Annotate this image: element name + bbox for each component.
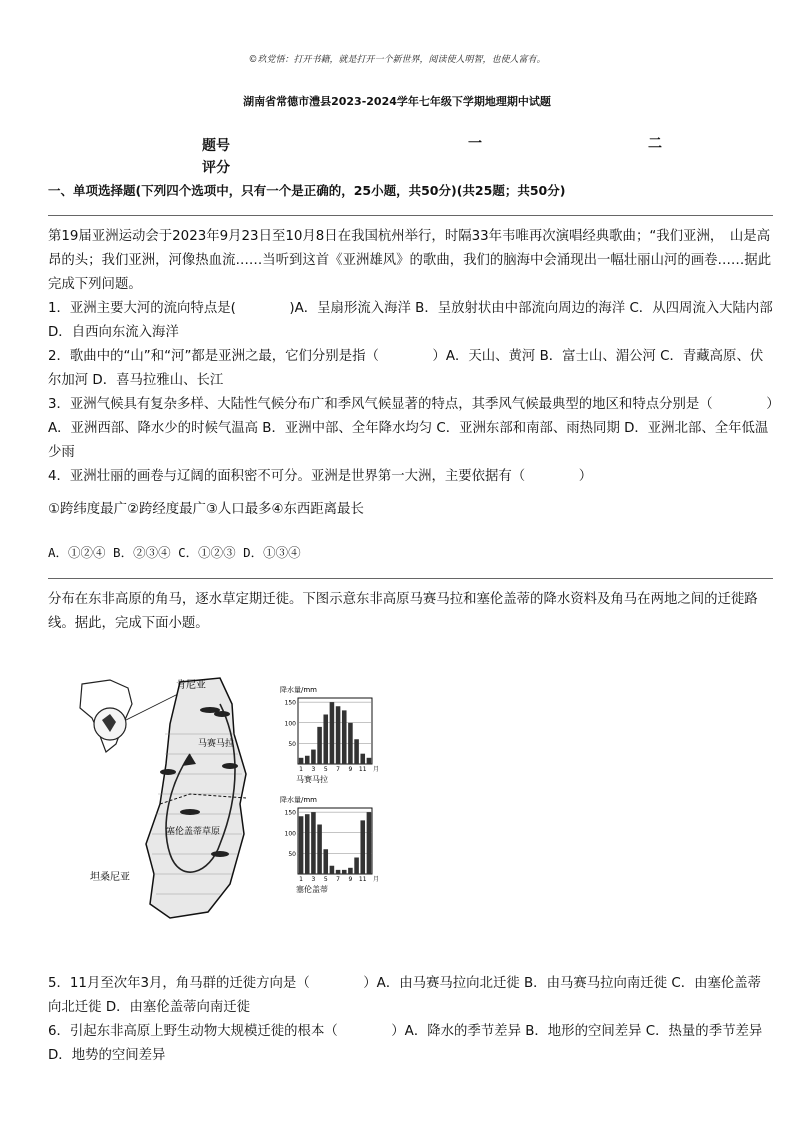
rainfall-bar (305, 756, 310, 764)
question-group-2 (48, 972, 773, 1068)
y-tick-label: 150 (284, 699, 296, 707)
rainfall-bar (367, 758, 372, 764)
map-label-serengeti: 塞伦盖蒂草原 (166, 827, 221, 837)
question-4-items: ①跨纬度最广②跨经度最广③人口最多④东西距离最长 (48, 502, 364, 517)
page-motto: ©玖党悟：打开书籍，就是打开一个新世界，阅读使人明智，也使人富有。 (248, 55, 546, 65)
x-tick-label: 1 (299, 766, 303, 773)
chart-caption: 塞伦盖蒂 (296, 885, 328, 894)
rainfall-bar (323, 715, 328, 765)
rainfall-bar (348, 723, 353, 764)
x-tick-label: 11 (358, 766, 367, 773)
y-tick-label: 100 (284, 830, 296, 838)
exam-title: 湖南省常德市澧县2023-2024学年七年级下学期地理期中试题 (243, 95, 551, 108)
x-tick-label: 7 (336, 876, 340, 883)
map-label-masai-mara: 马赛马拉 (198, 739, 235, 749)
x-tick-label: 3 (311, 766, 316, 773)
divider (48, 215, 773, 216)
score-row-label-number: 题号 (202, 138, 230, 154)
x-tick-label: 3 (311, 876, 316, 883)
question-6: 6．引起东非高原上野生动物大规模迁徙的根本（ ）A．降水的季节差异 B．地形的空间差异 C．热量的季节差异 D．地势的空间差异 (48, 1024, 763, 1063)
y-tick-label: 100 (284, 720, 296, 728)
score-col-2: 二 (648, 136, 662, 152)
rainfall-bar (348, 868, 353, 874)
rainfall-bar (360, 754, 365, 764)
question-4: 4．亚洲壮丽的画卷与辽阔的面积密不可分。亚洲是世界第一大洲，主要依据有（ ） (48, 469, 593, 484)
question-3: 3．亚洲气候具有复杂多样、大陆性气候分布广和季风气候显著的特点，其季风气候最典型的地区和特点分别是（ ）A．亚洲西部、降水少的时候气温高 B．亚洲中部、全年降水均匀 C．亚洲东部和南部、雨热同期 D．亚洲北部、全年低温少雨 (48, 397, 773, 460)
east-africa-region (146, 678, 246, 918)
y-tick-label: 50 (288, 740, 296, 748)
x-tick-label: 9 (348, 766, 353, 773)
score-col-1: 一 (468, 136, 482, 152)
y-tick-label: 50 (288, 850, 296, 858)
group-intro: 第19届亚洲运动会于2023年9月23日至10月8日在我国杭州举行，时隔33年韦唯再次演唱经典歌曲；“我们亚洲， 山是高昂的头；我们亚洲，河像热血流……当听到这首《亚洲雄风》的歌曲，我们的脑海中会涌现出一幅壮丽山河的画卷……据此完成下列问题。 (48, 229, 772, 292)
x-tick-label: 7 (336, 766, 340, 773)
rainfall-bar (336, 706, 341, 764)
section-title: 一、单项选择题(下列四个选项中，只有一个是正确的，25小题，共50分)(共25题；共50分) (48, 183, 566, 198)
rainfall-chart-serengeti (280, 794, 380, 898)
map-label-tanzania: 坦桑尼亚 (90, 872, 130, 883)
question-group-1 (48, 225, 773, 489)
rainfall-bar (311, 812, 316, 874)
rainfall-chart-masai-mara (280, 684, 380, 788)
x-tick-label: 11 (358, 876, 367, 883)
x-axis-unit: 月 (373, 876, 380, 883)
rainfall-bar (317, 825, 322, 875)
rainfall-bar (354, 739, 359, 764)
rainfall-bar (360, 820, 365, 874)
x-tick-label: 1 (299, 876, 303, 883)
rainfall-bar (367, 812, 372, 874)
group-2-intro: 分布在东非高原的角马，逐水草定期迁徙。下图示意东非高原马赛马拉和塞伦盖蒂的降水资料及角马在两地之间的迁徙路线。据此，完成下面小题。 (48, 592, 758, 631)
rainfall-bar (342, 870, 347, 874)
chart-ylabel: 降水量/mm (280, 796, 317, 804)
x-tick-label: 5 (323, 766, 328, 773)
chart-caption: 马赛马拉 (296, 775, 328, 784)
x-tick-label: 5 (323, 876, 328, 883)
rainfall-bar (317, 727, 322, 764)
question-1: 1．亚洲主要大河的流向特点是( )A．呈扇形流入海洋 B．呈放射状由中部流向周边的海洋 C．从四周流入大陆内部 D．自西向东流入海洋 (48, 301, 773, 340)
score-row-label-score: 评分 (202, 160, 230, 176)
migration-map (70, 674, 266, 924)
rainfall-bar (299, 816, 304, 874)
map-label-kenya: 肯尼亚 (176, 680, 206, 691)
rainfall-bar (305, 814, 310, 874)
africa-inset-map (80, 680, 178, 752)
rainfall-bar (330, 866, 335, 874)
rainfall-bar (311, 750, 316, 764)
question-5: 5．11月至次年3月，角马群的迁徙方向是（ ）A．由马赛马拉向北迁徙 B．由马赛马拉向南迁徙 C．由塞伦盖蒂向北迁徙 D．由塞伦盖蒂向南迁徙 (48, 976, 762, 1015)
chart-ylabel: 降水量/mm (280, 686, 317, 694)
rainfall-bar (330, 702, 335, 764)
rainfall-bar (336, 870, 341, 874)
question-2: 2．歌曲中的“山”和“河”都是亚洲之最，它们分别是指（ ）A．天山、黄河 B．富士山、湄公河 C．青藏高原、伏尔加河 D．喜马拉雅山、长江 (48, 349, 764, 388)
rainfall-bar (323, 849, 328, 874)
rainfall-bar (342, 710, 347, 764)
divider (48, 578, 773, 579)
x-axis-unit: 月 (373, 766, 380, 773)
y-tick-label: 150 (284, 809, 296, 817)
x-tick-label: 9 (348, 876, 353, 883)
rainfall-bar (354, 858, 359, 875)
question-4-options: A．①②④ B．②③④ C．①②③ D．①③④ (48, 545, 301, 560)
rainfall-bar (299, 758, 304, 764)
